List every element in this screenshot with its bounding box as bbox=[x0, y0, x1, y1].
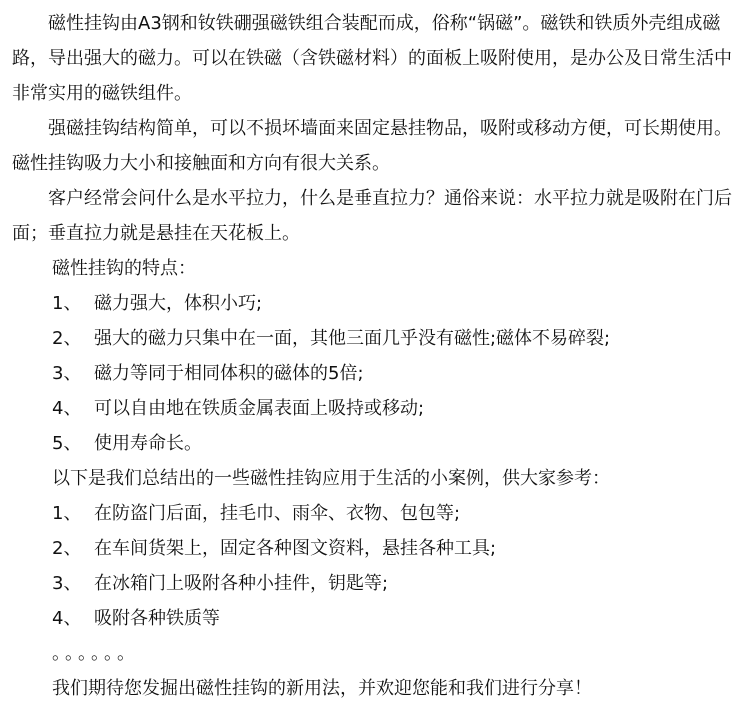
intro-paragraph-2: 强磁挂钩结构简单，可以不损坏墙面来固定悬挂物品，吸附或移动方便，可长期使用。磁性挂钩吸力大小和接触面和方向有很大关系。 bbox=[12, 118, 732, 174]
intro-paragraph-3: 客户经常会问什么是水平拉力，什么是垂直拉力？通俗来说：水平拉力就是吸附在门后面；垂直拉力就是悬挂在天花板上。 bbox=[12, 188, 732, 244]
list-item bbox=[12, 496, 738, 531]
list-item bbox=[12, 601, 738, 636]
list-item-number: 3、 bbox=[52, 573, 82, 594]
list-item-number: 3、 bbox=[52, 363, 82, 384]
list-item-text: 强大的磁力只集中在一面，其他三面几乎没有磁性;磁体不易碎裂; bbox=[94, 328, 611, 349]
list-item bbox=[12, 566, 738, 601]
list-item-number: 5、 bbox=[52, 433, 82, 454]
list-item-number: 4、 bbox=[52, 608, 82, 629]
features-heading: 磁性挂钩的特点： bbox=[52, 258, 196, 279]
closing-line: 我们期待您发掘出磁性挂钩的新用法，并欢迎您能和我们进行分享！ bbox=[52, 678, 592, 699]
list-item-number: 2、 bbox=[52, 328, 82, 349]
list-item-number: 1、 bbox=[52, 503, 82, 524]
features-list bbox=[12, 286, 738, 461]
list-item-text: 磁力等同于相同体积的磁体的5倍; bbox=[94, 363, 364, 384]
ellipsis-line: 。。。。。。 bbox=[52, 643, 139, 664]
cases-list bbox=[12, 496, 738, 636]
list-item bbox=[12, 356, 738, 391]
list-item-text: 在车间货架上，固定各种图文资料，悬挂各种工具; bbox=[94, 538, 497, 559]
list-item-text: 吸附各种铁质等 bbox=[94, 608, 220, 629]
list-item-text: 在冰箱门上吸附各种小挂件，钥匙等; bbox=[94, 573, 389, 594]
list-item-text: 使用寿命长。 bbox=[94, 433, 202, 454]
list-item bbox=[12, 531, 738, 566]
list-item bbox=[12, 391, 738, 426]
cases-heading: 以下是我们总结出的一些磁性挂钩应用于生活的小案例，供大家参考： bbox=[52, 468, 610, 489]
list-item-text: 磁力强大，体积小巧; bbox=[94, 293, 263, 314]
list-item bbox=[12, 286, 738, 321]
list-item-number: 1、 bbox=[52, 293, 82, 314]
list-item-text: 可以自由地在铁质金属表面上吸持或移动; bbox=[94, 398, 425, 419]
list-item-text: 在防盗门后面，挂毛巾、雨伞、衣物、包包等; bbox=[94, 503, 461, 524]
list-item-number: 4、 bbox=[52, 398, 82, 419]
list-item-number: 2、 bbox=[52, 538, 82, 559]
list-item bbox=[12, 321, 738, 356]
list-item bbox=[12, 426, 738, 461]
intro-paragraph-1: 磁性挂钩由A3钢和钕铁硼强磁铁组合装配而成，俗称“锅磁”。磁铁和铁质外壳组成磁路，导出强大的磁力。可以在铁磁（含铁磁材料）的面板上吸附使用，是办公及日常生活中非常实用的磁铁组件。 bbox=[12, 13, 732, 104]
